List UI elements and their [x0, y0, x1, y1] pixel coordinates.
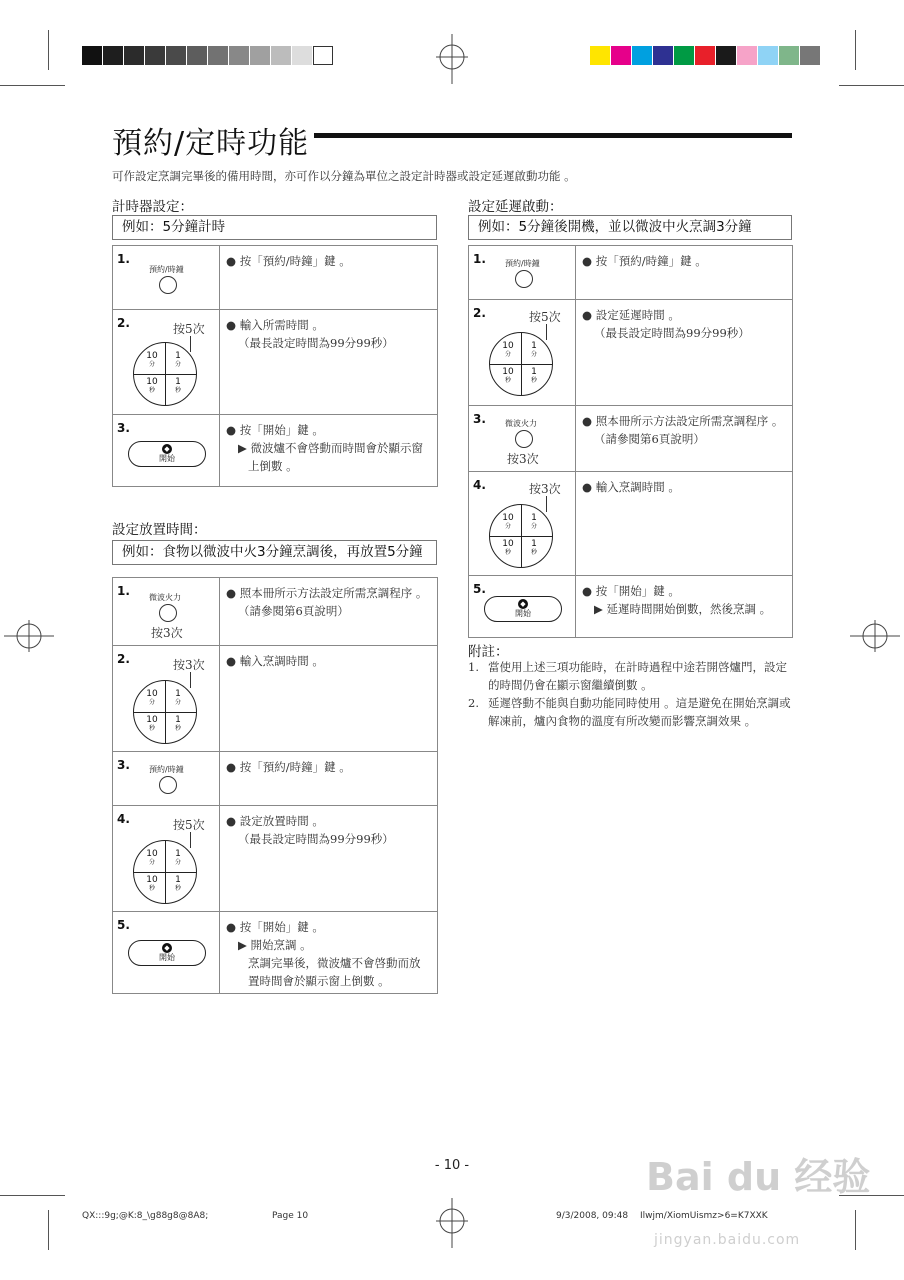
press-count: 按3次 — [529, 482, 561, 496]
color-swatch — [758, 46, 778, 65]
delay-heading: 設定延遲啟動： — [468, 199, 563, 215]
step-result: ▶ 微波爐不會啓動而時間會於顯示窗 — [238, 441, 423, 455]
step-result-cont: 烹調完畢後，微波爐不會啓動而放 — [248, 956, 421, 970]
delay-example: 例如：5分鐘後開機，並以微波中火烹調3分鐘 — [468, 215, 792, 240]
notes-list — [468, 658, 794, 730]
gray-swatch — [229, 46, 249, 65]
delay-step-4 — [469, 472, 793, 576]
standby-step-4 — [113, 806, 438, 912]
color-swatch — [779, 46, 799, 65]
start-button-illustration: ◆ 開始 — [128, 441, 206, 467]
standby-step-1 — [113, 578, 438, 646]
step-result-cont: 置時間會於顯示窗上倒數 。 — [248, 974, 390, 988]
color-swatch — [632, 46, 652, 65]
press-count: 按5次 — [173, 818, 205, 832]
reserve-clock-key-label: 預約/時鐘 — [505, 259, 540, 268]
step-result: ▶ 延遲時間開始倒數，然後烹調 。 — [594, 602, 772, 616]
note-text: 延遲啓動不能與自動功能同時使用 。這是避免在開始烹調或解凍前，爐內食物的溫度有所改變而影響烹調效果 。 — [488, 696, 791, 728]
time-dial: 10 分 1 分 10 秒 1 秒 — [133, 840, 197, 904]
dial-1-sec: 1 秒 — [174, 377, 181, 394]
time-dial: 10 分 1 分 10 秒 1 秒 — [133, 680, 197, 744]
color-swatch — [611, 46, 631, 65]
start-button-illustration: ◆ 開始 — [484, 596, 562, 622]
step-number: 2. — [473, 306, 486, 320]
standby-example: 例如：食物以微波中火3分鐘烹調後，再放置5分鐘 — [112, 540, 437, 565]
watermark-logo: Bai du 经验 — [646, 1155, 871, 1199]
reserve-clock-key — [159, 276, 177, 294]
step-text: ● 照本冊所示方法設定所需烹調程序 。 — [582, 414, 784, 428]
registration-mark-top — [432, 34, 472, 84]
start-icon: ◆ — [162, 444, 172, 454]
press-count: 按3次 — [173, 658, 205, 672]
start-icon: ◆ — [162, 943, 172, 953]
pointer-line — [546, 496, 547, 512]
dial-1-min: 1 分 — [174, 351, 181, 368]
registration-mark-left — [4, 616, 54, 656]
press-count: 按3次 — [151, 626, 183, 640]
pointer-line — [190, 672, 191, 688]
gray-swatch — [271, 46, 291, 65]
step-text: ● 輸入烹調時間 。 — [226, 654, 324, 668]
delay-step-3 — [469, 406, 793, 472]
note-item: 1. 當使用上述三項功能時，在計時過程中途若開啓爐門，設定的時間仍會在顯示窗繼續倒數 。 — [468, 660, 787, 692]
delay-step-5 — [469, 576, 793, 638]
step-text: ● 輸入烹調時間 。 — [582, 480, 680, 494]
step-number: 3. — [117, 421, 130, 435]
step-text: ● 照本冊所示方法設定所需烹調程序 。 — [226, 586, 428, 600]
standby-step-2 — [113, 646, 438, 752]
registration-mark-right — [850, 616, 900, 656]
step-number: 5. — [117, 918, 130, 932]
timer-step-2 — [113, 310, 438, 415]
pointer-line — [546, 324, 547, 340]
step-text: ● 按「開始」鍵 。 — [582, 584, 680, 598]
gray-swatch — [292, 46, 312, 65]
color-swatch — [695, 46, 715, 65]
step-number: 4. — [473, 478, 486, 492]
standby-heading: 設定放置時間： — [112, 522, 207, 538]
power-key-label: 微波火力 — [505, 419, 537, 428]
gray-swatch — [250, 46, 270, 65]
title-rule — [314, 133, 792, 138]
delay-step-1 — [469, 246, 793, 300]
color-swatch — [800, 46, 820, 65]
watermark-url: jingyan.baidu.com — [654, 1232, 801, 1248]
page-title: 預約/定時功能 — [112, 126, 310, 161]
power-key-label: 微波火力 — [149, 593, 181, 602]
power-key — [515, 430, 533, 448]
timer-step-3 — [113, 415, 438, 487]
footer-date: 9/3/2008, 09:48 — [556, 1211, 629, 1221]
step-note: （最長設定時間為99分99秒） — [594, 326, 750, 340]
gray-swatch — [166, 46, 186, 65]
step-number: 1. — [117, 584, 130, 598]
footer-code-right: Ilwjm/XiomUismz>6=K7XXK — [640, 1211, 768, 1221]
pointer-line — [190, 336, 191, 352]
reserve-clock-key-label: 預約/時鐘 — [149, 265, 184, 274]
intro-text: 可作設定烹調完畢後的備用時間，亦可作以分鐘為單位之設定計時器或設定延遲啟動功能 。 — [112, 169, 576, 183]
step-number: 1. — [117, 252, 130, 266]
pointer-line — [190, 832, 191, 848]
notes-heading: 附註： — [468, 644, 509, 660]
step-number: 5. — [473, 582, 486, 596]
step-number: 1. — [473, 252, 486, 266]
step-text: ● 設定延遲時間 。 — [582, 308, 680, 322]
step-note: （最長設定時間為99分99秒） — [238, 336, 394, 350]
gray-swatch — [313, 46, 333, 65]
step-number: 2. — [117, 652, 130, 666]
step-number: 4. — [117, 812, 130, 826]
color-swatch — [716, 46, 736, 65]
press-count: 按5次 — [529, 310, 561, 324]
step-number: 2. — [117, 316, 130, 330]
gray-swatch — [187, 46, 207, 65]
gray-swatch — [82, 46, 102, 65]
registration-mark-bottom — [432, 1198, 472, 1248]
gray-swatch — [208, 46, 228, 65]
reserve-clock-key — [159, 776, 177, 794]
footer-file-code: QX:::9g;@K:8_\g88g8@8A8; — [82, 1211, 209, 1221]
step-text: ● 按「預約/時鐘」鍵 。 — [226, 760, 351, 774]
press-count: 按5次 — [173, 322, 205, 336]
start-icon: ◆ — [518, 599, 528, 609]
timer-steps-table — [112, 245, 438, 487]
step-number: 3. — [117, 758, 130, 772]
gray-swatch — [124, 46, 144, 65]
step-note: （最長設定時間為99分99秒） — [238, 832, 394, 846]
time-dial — [133, 342, 197, 406]
step-text: ● 輸入所需時間 。 — [226, 318, 324, 332]
press-count: 按3次 — [507, 452, 539, 466]
dial-10-min: 10 分 — [146, 351, 158, 368]
step-note: （請參閱第6頁說明） — [594, 432, 705, 446]
step-text: ● 按「預約/時鐘」鍵 。 — [582, 254, 707, 268]
delay-step-2 — [469, 300, 793, 406]
step-text: ● 設定放置時間 。 — [226, 814, 324, 828]
color-swatch — [590, 46, 610, 65]
gray-swatch — [103, 46, 123, 65]
step-result: ▶ 開始烹調 。 — [238, 938, 312, 952]
power-key — [159, 604, 177, 622]
time-dial: 10 分 1 分 10 秒 1 秒 — [489, 332, 553, 396]
start-button-illustration: ◆ 開始 — [128, 940, 206, 966]
step-note: （請參閱第6頁說明） — [238, 604, 349, 618]
page-number: - 10 - — [434, 1158, 470, 1173]
dial-10-sec: 10 秒 — [146, 377, 158, 394]
step-text: ● 按「預約/時鐘」鍵 。 — [226, 254, 351, 268]
color-swatch — [653, 46, 673, 65]
color-swatch — [737, 46, 757, 65]
note-item: 2. 延遲啓動不能與自動功能同時使用 。這是避免在開始烹調或解凍前，爐內食物的溫度有所改變而影響烹調效果 。 — [468, 696, 791, 728]
reserve-clock-key-label: 預約/時鐘 — [149, 765, 184, 774]
reserve-clock-key — [515, 270, 533, 288]
standby-steps-table — [112, 577, 438, 994]
footer-page: Page 10 — [272, 1211, 309, 1221]
delay-steps-table — [468, 245, 793, 638]
time-dial: 10 分 1 分 10 秒 1 秒 — [489, 504, 553, 568]
step-number: 3. — [473, 412, 486, 426]
note-text: 當使用上述三項功能時，在計時過程中途若開啓爐門，設定的時間仍會在顯示窗繼續倒數 。 — [488, 660, 787, 692]
timer-heading: 計時器設定： — [112, 199, 193, 215]
step-text: ● 按「開始」鍵 。 — [226, 920, 324, 934]
timer-example: 例如：5分鐘計時 — [112, 215, 437, 240]
color-swatch — [674, 46, 694, 65]
standby-step-3 — [113, 752, 438, 806]
standby-step-5 — [113, 912, 438, 994]
timer-step-1 — [113, 246, 438, 310]
step-text: ● 按「開始」鍵 。 — [226, 423, 324, 437]
step-result-cont: 上倒數 。 — [248, 459, 298, 473]
gray-swatch — [145, 46, 165, 65]
